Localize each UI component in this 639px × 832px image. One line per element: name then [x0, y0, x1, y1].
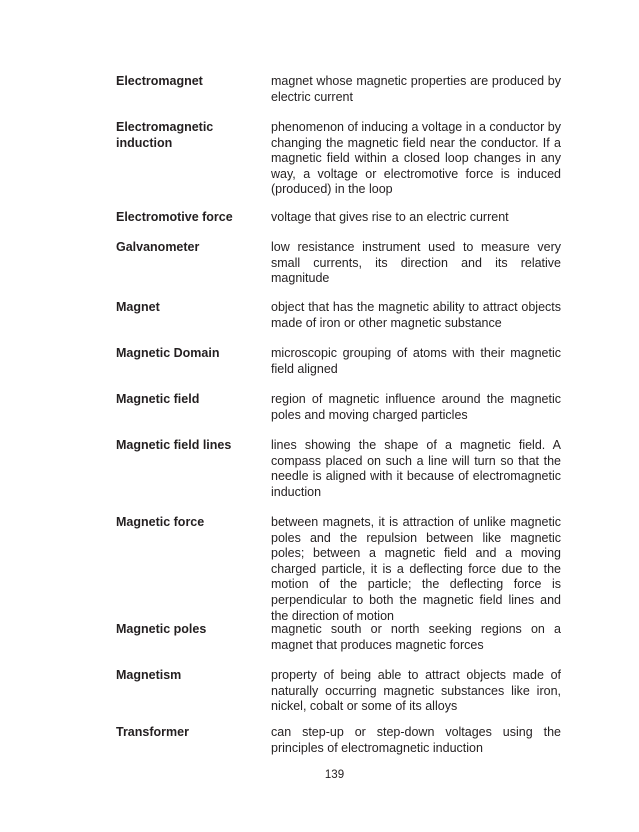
- glossary-term: Galvanometer: [116, 240, 200, 254]
- glossary-term: Magnetism: [116, 668, 182, 682]
- glossary-definition: can step-up or step-down voltages using the principles of electromagnetic induction: [271, 725, 561, 755]
- glossary-definition: magnet whose magnetic properties are produced by electric current: [271, 74, 561, 104]
- glossary-entry-galvanometer: [116, 240, 561, 300]
- glossary-term: Magnetic field lines: [116, 438, 232, 452]
- glossary-entry-electromagnetic-induction: [116, 120, 561, 210]
- glossary-definition: between magnets, it is attraction of unlike magnetic poles and the repulsion between like magnetic poles; between a magnetic field and a moving charged particle, it is a deflecting force due to the motion of the particle; the deflecting force is perpendicular to both the magnetic field lines and the direction of motion: [271, 515, 561, 623]
- glossary-definition: magnetic south or north seeking regions on a magnet that produces magnetic forces: [271, 622, 561, 652]
- glossary-definition: microscopic grouping of atoms with their magnetic field aligned: [271, 346, 561, 376]
- glossary-definition: low resistance instrument used to measure very small currents, its direction and its relative magnitude: [271, 240, 561, 286]
- glossary-definition: object that has the magnetic ability to attract objects made of iron or other magnetic substance: [271, 300, 561, 330]
- page-number: 139: [324, 769, 345, 781]
- glossary-term: Magnetic force: [116, 515, 205, 529]
- glossary-entry-magnetic-field: [116, 392, 561, 438]
- glossary-definition: property of being able to attract objects made of naturally occurring magnetic substances like iron, nickel, cobalt or some of its alloys: [271, 668, 561, 714]
- glossary-term: Magnetic Domain: [116, 346, 220, 360]
- glossary-term: Magnetic field: [116, 392, 200, 406]
- glossary-entry-electromagnet: [116, 74, 561, 120]
- glossary-entry-magnet: [116, 300, 561, 346]
- glossary-term: Magnetic poles: [116, 622, 207, 636]
- glossary-entry-magnetism: [116, 668, 561, 725]
- glossary-entry-magnetic-force: [116, 515, 561, 622]
- glossary-term: Electromotive force: [116, 210, 233, 224]
- glossary-entry-electromotive-force: [116, 210, 561, 240]
- glossary-definition: phenomenon of inducing a voltage in a conductor by changing the magnetic field near the conductor. If a magnetic field within a closed loop changes in any way, a voltage or electromotive force is induced (produced) in the loop: [271, 120, 561, 197]
- glossary-entry-magnetic-poles: [116, 622, 561, 668]
- glossary-definition: lines showing the shape of a magnetic field. A compass placed on such a line will turn so that the needle is aligned with it because of electromagnetic induction: [271, 438, 561, 499]
- glossary-list: [116, 74, 561, 761]
- glossary-term: Transformer: [116, 725, 189, 739]
- glossary-entry-magnetic-domain: [116, 346, 561, 392]
- glossary-term: Electromagnet: [116, 74, 203, 88]
- glossary-definition: voltage that gives rise to an electric current: [271, 210, 509, 224]
- glossary-entry-magnetic-field-lines: [116, 438, 561, 515]
- glossary-term: Magnet: [116, 300, 160, 314]
- glossary-term: Electromagnetic induction: [116, 120, 214, 150]
- glossary-definition: region of magnetic influence around the magnetic poles and moving charged particles: [271, 392, 561, 422]
- glossary-entry-transformer: [116, 725, 561, 761]
